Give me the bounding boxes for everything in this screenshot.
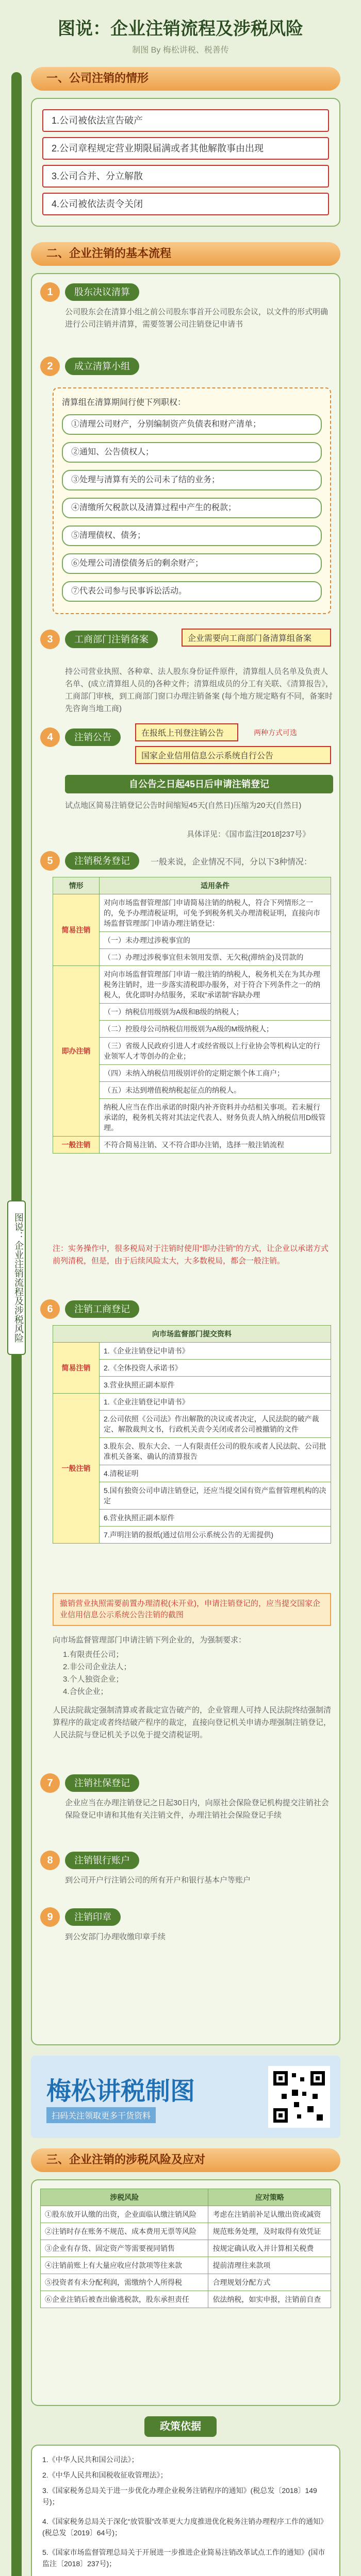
case-item-2: 2.公司章程规定营业期限届满或者其他解散事由出现: [42, 137, 329, 160]
table-row: 7.声明注销的报纸(通过信用公示系统公告的无需提供): [100, 1527, 331, 1544]
step-6-number: 6: [40, 1299, 60, 1319]
step-6-list-item: 1.有限责任公司；: [63, 1650, 124, 1659]
table-header-case: 情形: [53, 877, 100, 894]
policy-item: 4.《国家税务总局关于深化“放管服”改革更大力度推进优化税务注销办理程序工作的通知》(税总发〔2019〕64号)；: [42, 2517, 327, 2537]
step-6-list-item: 4.合伙企业；: [63, 1687, 108, 1696]
step-4-deadline: 自公告之日起45日后申请注销登记: [65, 775, 333, 793]
table-row: ①股东放开认缴的出资，企业面临认缴注销风险: [41, 2206, 208, 2223]
section-1-panel: [31, 98, 340, 227]
table-row: （五）未达到增值税纳税起征点的纳税人。: [100, 1082, 331, 1099]
group-general: 一般注销: [53, 1394, 100, 1544]
table-row: 不符合简易注销、又不符合即办注销，选择一般注销流程: [100, 1137, 331, 1154]
table-row: 合理规划分配方式: [208, 2274, 331, 2291]
table-row: 依法纳税，如实申报，注销前自查: [208, 2291, 331, 2308]
step-4-note: 试点地区简易注销登记公告时间缩短45天(自然日)压缩为20天(自然日): [65, 801, 302, 810]
section-header-2: 二、企业注销的基本流程: [31, 242, 340, 266]
section-2-panel: [31, 273, 340, 2045]
table-row: 2.《全体投资人承诺书》: [100, 1360, 331, 1377]
step-6-note: 人民法院裁定强制清算或者裁定宣告破产的，企业管理人可持人民法院终结强制清算程序的裁定或者终结破产程序的裁定，直接向登记机关申请办理强制注销登记，人民法院与登记机关予以免于提交清税证明。: [53, 1706, 332, 1739]
step-9-label: 注销印章: [65, 1908, 121, 1926]
table-row: （一）纳税信用级别为A级和B级的纳税人；: [100, 1004, 331, 1021]
table-row: （二）办理过涉税事宜但未领用发票、无欠税(滞纳金)及罚款的: [100, 949, 331, 966]
step-5-label: 注销税务登记: [65, 852, 139, 870]
step-4-options: 两种方式可选: [254, 728, 297, 737]
section-header-3: 三、企业注销的涉税风险及应对: [31, 2148, 340, 2172]
duty-item-7: ⑦代表公司参与民事诉讼活动。: [62, 581, 322, 602]
table-row: 3.股东会、股东大会、一人有限责任公司的股东或者人民法院、公司批准机关备案、确认的清算报告: [100, 1438, 331, 1465]
step-6-label: 注销工商登记: [65, 1300, 139, 1318]
table-row: 2.公司依照《公司法》作出解散的决议或者决定，人民法院的破产裁定、解散裁判文书，行政机关责令关闭或者公司被撤销的文件: [100, 1411, 331, 1438]
policy-item: 3.《国家税务总局关于进一步优化办理企业税务注销程序的通知》(税总发〔2018〕149号)；: [42, 2486, 317, 2506]
table-row: ②注销时存在账务不规范、成本费用无票等风险: [41, 2223, 208, 2240]
table-row: 提前清理往来款项: [208, 2257, 331, 2274]
policy-item: 1.《中华人民共和国公司法》；: [42, 2455, 139, 2464]
risk-table: [40, 2189, 331, 2308]
table-row: ④注销前账上有大量应收应付款项等往来款: [41, 2257, 208, 2274]
table-row: （四）未纳入纳税信用级别评价的定期定额个体工商户；: [100, 1065, 331, 1082]
page-title: 图说：企业注销流程及涉税风险: [58, 19, 303, 39]
step-2-number: 2: [40, 357, 60, 376]
risk-header: 涉税风险: [41, 2189, 208, 2206]
step-6-list-intro: 向市场监督管理部门申请注销下列企业的，为强制要求：: [53, 1636, 247, 1645]
brand-sub: 扫码关注领取更多干货资料: [46, 2107, 156, 2123]
policy-item: 2.《中华人民共和国税收征收管理法》；: [42, 2471, 168, 2479]
business-deregistration-table: [53, 1325, 331, 1544]
table-row: 3.营业执照正副本原件: [100, 1377, 331, 1394]
table-row: 5.国有独资公司申请注销登记，还应当提交国有资产监督管理机构的决定: [100, 1482, 331, 1510]
table-row: 纳税人应当在作出承诺的时限内补齐资料并办结相关事项。若未履行承诺的，税务机关将对其法定代表人、财务负责人纳入纳税信用D级管理。: [100, 1099, 331, 1137]
step-4-newspaper: 在报纸上刊登注销公告: [135, 723, 238, 741]
step-4-number: 4: [40, 727, 60, 747]
step-6-list-item: 3.个人独资企业；: [63, 1675, 124, 1684]
table-row: 按规定确认收入并计算相关税费: [208, 2240, 331, 2257]
step-8-number: 8: [40, 1851, 60, 1870]
byline: 制图 By 梅松讲税、税善传: [132, 46, 229, 55]
case-item-3: 3.公司合并、分立解散: [42, 165, 329, 188]
step-5-number: 5: [40, 851, 60, 871]
case-general: 一般注销: [53, 1137, 100, 1154]
brand-name: 梅松讲税制图: [46, 2077, 195, 2106]
tax-deregistration-table: [53, 877, 331, 1154]
duty-item-3: ③处理与清算有关的公司未了结的业务；: [62, 470, 322, 490]
step-3-label: 工商部门注销备案: [65, 631, 158, 648]
table-row: （一）未办理过涉税事宜的: [100, 932, 331, 949]
step-6-list-item: 2.非公司企业法人；: [63, 1663, 132, 1671]
table-row: 1.《企业注销登记申请书》: [100, 1394, 331, 1411]
duty-item-5: ⑤清理债权、债务；: [62, 526, 322, 546]
step-3-note: 持公司营业执照、各种章、法人股东身份证件原件，清算组人员名单及负责人名单、(成立清算组人员的)各种文件；清算组成员的分工有关联、《清算报告》，工商部门审核，到工商部门窗口办理注销备案 (每个地方规定略有不同，备案时先咨询当地工商): [65, 667, 333, 713]
step-3-tag: 企业需要向工商部门备清算组备案: [182, 629, 331, 647]
step-4-label: 注销公告: [65, 728, 121, 746]
duty-item-2: ②通知、公告债权人；: [62, 442, 322, 463]
step-3-number: 3: [40, 630, 60, 649]
step-8-note: 到公司开户行注销公司的所有开户和银行基本户等账户: [65, 1876, 251, 1885]
table-row: ③企业有存货、固定资产等需要视同销售: [41, 2240, 208, 2257]
brand-banner: [31, 2056, 340, 2138]
case-instant: 即办注销: [53, 966, 100, 1137]
table-row: 规范账务处理，及时取得有效凭证: [208, 2223, 331, 2240]
table-row: 对向市场监督管理部门申请一般注销的纳税人，税务机关在为其办理税务注销时，进一步落实清税即办服务，对于符合下列条件之一的纳税人，优化即时办结服务，采取“承诺制”容缺办理: [100, 966, 331, 1004]
policy-item: 5.《国家市场监督管理总局关于开展进一步推进企业简易注销改革试点工作的通知》(国市监注〔2018〕237号)；: [42, 2548, 325, 2568]
table-row: （二）控股母公司纳税信用级别为A级的M级纳税人；: [100, 1021, 331, 1038]
table-row: 6.营业执照正副本原件: [100, 1510, 331, 1527]
table-header-condition: 适用条件: [100, 877, 331, 894]
step-1-note: 公司股东会在清算小组之前公司股东事首开公司股东会议，以文件的形式明确进行公司注销并清算，需要签署公司注销登记申请书: [65, 308, 329, 329]
group-simple: 简易注销: [53, 1343, 100, 1394]
case-item-4: 4.公司被依法责令关闭: [42, 193, 329, 215]
duty-item-1: ①清理公司财产，分别编制资产负债表和财产清单；: [62, 414, 322, 435]
step-4-system: 国家企业信用信息公示系统自行公告: [135, 746, 331, 764]
duties-intro: 清算组在清算期间行使下列职权：: [62, 398, 186, 407]
step-7-note: 企业应当在办理注销登记之日起30日内，向原社会保险登记机构提交注销社会保险登记申请和其他有关注销文件，办理注销社会保险登记手续: [65, 1799, 329, 1820]
section-3-panel: [31, 2179, 340, 2406]
table-row: ⑥企业注销后被查出偷逃税款，股东承担责任: [41, 2291, 208, 2308]
table-row: 对向市场监督管理部门申请简易注销的纳税人，符合下列情形之一的，免予办理清税证明，可免予到税务机关办理清税证明，直接向市场监督管理部门申请办理注销登记：: [100, 894, 331, 932]
strategy-header: 应对策略: [208, 2189, 331, 2206]
table-title: 向市场监督部门提交资料: [53, 1326, 331, 1343]
table-row: ⑤投资者有未分配利润，需缴纳个人所得税: [41, 2274, 208, 2291]
policy-title: 政策依据: [144, 2416, 217, 2437]
step-1-number: 1: [40, 282, 60, 302]
duties-box: [53, 387, 331, 614]
step-5-note: 注：实务操作中，很多税局对于注销时使用“即办注销”的方式，让企业以承诺方式前列清税，但是，由于后续风险太大，大多数税局，都会一般注销。: [53, 1244, 329, 1265]
case-item-1: 1.公司被依法宣告破产: [42, 109, 329, 132]
duty-item-4: ④清缴所欠税款以及清算过程中产生的税款；: [62, 498, 322, 518]
step-5-tag: 一般来说，企业情况不同，分以下3种情况：: [151, 858, 312, 867]
step-1-label: 股东决议清算: [65, 283, 139, 301]
duty-item-6: ⑥处理公司清偿债务后的剩余财产；: [62, 553, 322, 574]
step-2-label: 成立清算小组: [65, 358, 139, 375]
table-row: 4.清税证明: [100, 1465, 331, 1482]
qr-code-icon: [268, 2066, 330, 2128]
step-8-label: 注销银行账户: [65, 1852, 139, 1869]
section-header-1: 一、公司注销的情形: [31, 67, 340, 91]
policy-panel: [31, 2445, 340, 2576]
table-row: （三）省级人民政府引进人才或经省级以上行业协会等机构认定的行业领军人才等创办的企业；: [100, 1038, 331, 1065]
step-9-note: 到公安部门办理收缴印章手续: [65, 1933, 166, 1941]
step-4-policy: 具体详见：《国市监注[2018]237号》: [187, 830, 310, 839]
table-row: 1.《企业注销登记申请书》: [100, 1343, 331, 1360]
step-6-warning: 撤销营业执照需要前置办理清税(未开业)，申请注销登记的，应当提交国家企业信用信息公示系统公告注销的截图: [53, 1593, 331, 1626]
step-9-number: 9: [40, 1907, 60, 1927]
case-simple: 简易注销: [53, 894, 100, 966]
rail-label: 图说：企业注销流程及涉税风险: [7, 1200, 26, 1355]
table-row: 考虑在注销前补足认缴出资或减资: [208, 2206, 331, 2223]
step-7-label: 注销社保登记: [65, 1774, 139, 1792]
step-7-number: 7: [40, 1773, 60, 1793]
